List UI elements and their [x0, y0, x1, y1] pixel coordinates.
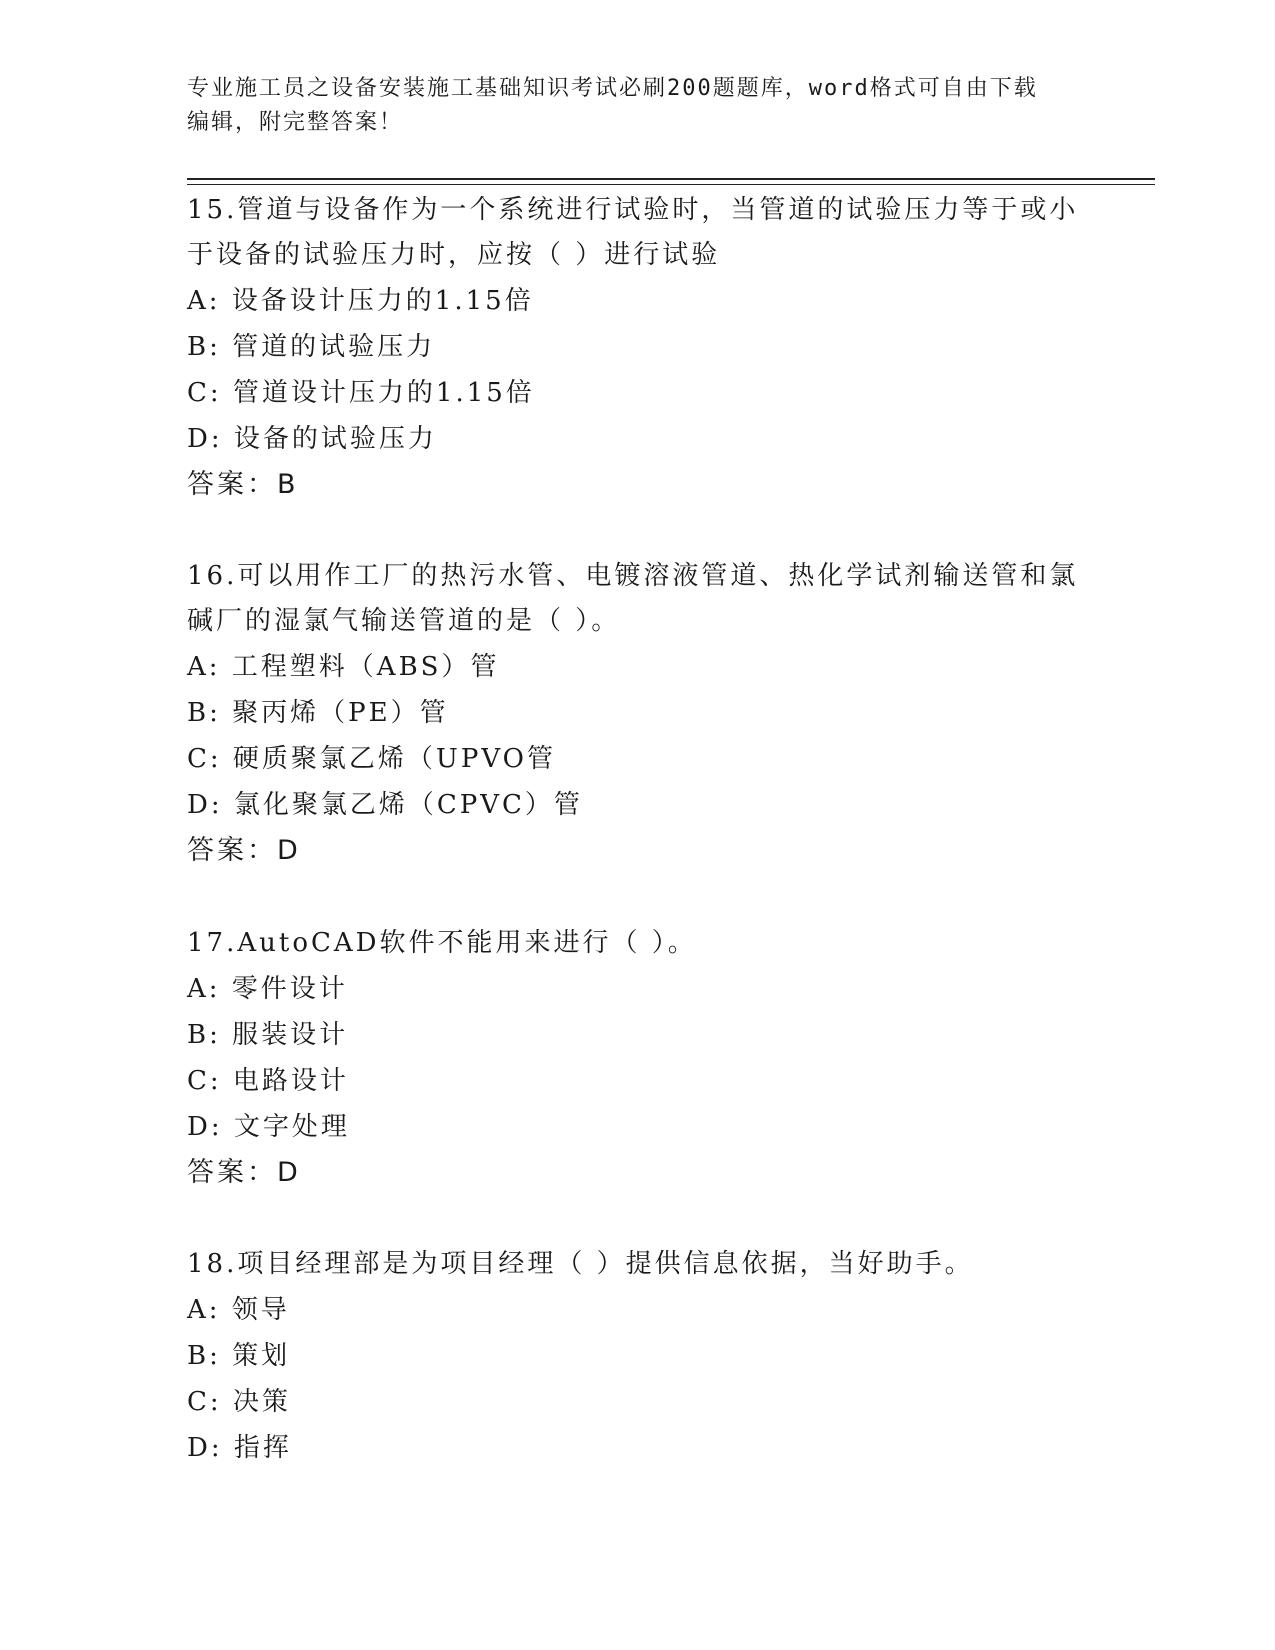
question-text: 15.管道与设备作为一个系统进行试验时，当管道的试验压力等于或小 [187, 195, 1079, 225]
option-b: B: 策划 [187, 1341, 291, 1371]
question-text: 18.项目经理部是为项目经理（ ）提供信息依据，当好助手。 [187, 1249, 974, 1279]
option-c: C: 决策 [187, 1387, 291, 1417]
option-a: A: 零件设计 [187, 974, 348, 1004]
option-b: B: 聚丙烯（PE）管 [187, 698, 449, 728]
option-d: D: 指挥 [187, 1433, 292, 1463]
answer: 答案：D [187, 835, 301, 866]
option-b: B: 管道的试验压力 [187, 332, 436, 362]
question-text: 碱厂的湿氯气输送管道的是（ ）。 [187, 606, 621, 636]
question-text: 16.可以用作工厂的热污水管、电镀溶液管道、热化学试剂输送管和氯 [187, 561, 1079, 591]
header-line-2: 编辑，附完整答案！ [187, 110, 404, 135]
option-a: A: 设备设计压力的1.15倍 [187, 286, 534, 316]
document-header [187, 72, 1087, 140]
answer: 答案：D [187, 1157, 301, 1188]
option-a: A: 领导 [187, 1295, 290, 1325]
header-divider-thin [187, 184, 1155, 185]
option-d: D: 设备的试验压力 [187, 424, 437, 454]
option-d: D: 文字处理 [187, 1112, 350, 1142]
question-17 [187, 921, 1087, 1196]
question-16 [187, 554, 1087, 874]
question-15 [187, 188, 1087, 508]
option-d: D: 氯化聚氯乙烯（CPVC）管 [187, 790, 583, 820]
question-text: 于设备的试验压力时，应按（ ）进行试验 [187, 240, 721, 270]
option-c: C: 管道设计压力的1.15倍 [187, 378, 535, 408]
option-c: C: 硬质聚氯乙烯（UPVO管 [187, 744, 556, 774]
option-c: C: 电路设计 [187, 1066, 349, 1096]
question-18 [187, 1242, 1087, 1471]
header-divider-thick [187, 178, 1155, 180]
question-text: 17.AutoCAD软件不能用来进行（ ）。 [187, 928, 697, 958]
header-line-1: 专业施工员之设备安装施工基础知识考试必刷200题题库，word格式可自由下载 [187, 76, 1038, 101]
option-b: B: 服装设计 [187, 1020, 349, 1050]
option-a: A: 工程塑料（ABS）管 [187, 652, 500, 682]
answer: 答案：B [187, 469, 299, 500]
